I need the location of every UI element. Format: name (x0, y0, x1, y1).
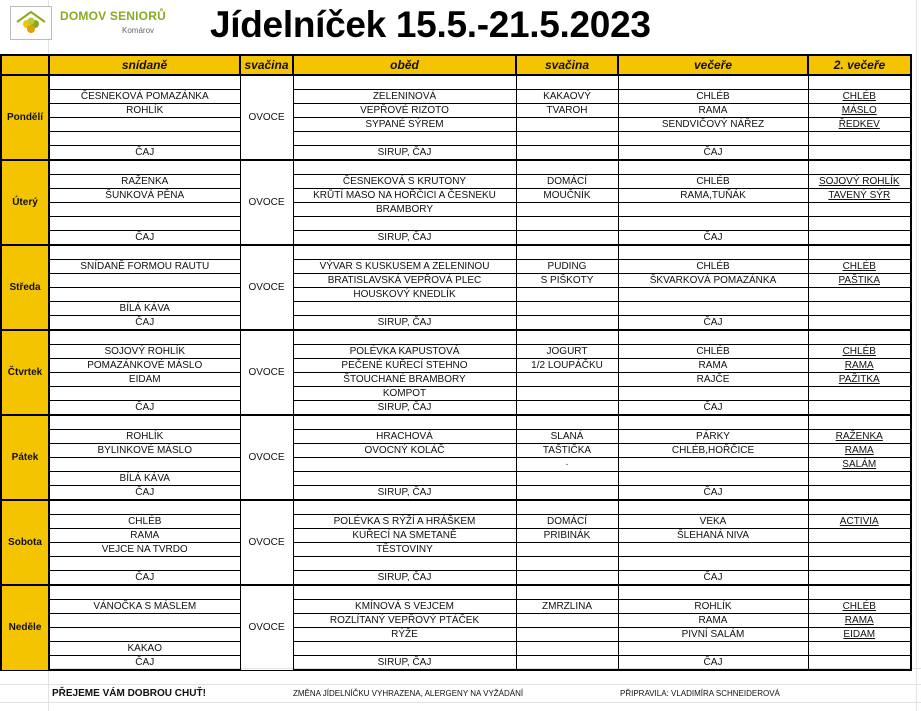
day-label: Středa (1, 245, 49, 330)
menu-cell (49, 330, 240, 345)
menu-cell: RÝŽE (293, 628, 516, 642)
menu-cell (618, 302, 808, 316)
menu-cell (49, 288, 240, 302)
menu-cell (293, 458, 516, 472)
menu-cell: RAŽENKA (808, 430, 911, 444)
menu-cell (516, 486, 618, 501)
menu-cell (516, 373, 618, 387)
menu-cell: ČAJ (49, 316, 240, 331)
menu-cell (49, 500, 240, 515)
menu-cell (618, 203, 808, 217)
snack-cell: OVOCE (240, 75, 293, 160)
menu-cell: CHLÉB (618, 90, 808, 104)
menu-cell: ŘEDKEV (808, 118, 911, 132)
table-row (1, 472, 911, 486)
menu-cell (49, 585, 240, 600)
menu-cell: SNÍDANĚ FORMOU RAUTU (49, 260, 240, 274)
menu-cell: ČESNEKOVÁ POMAZÁNKA (49, 90, 240, 104)
menu-cell (618, 160, 808, 175)
menu-cell (516, 118, 618, 132)
menu-cell (808, 415, 911, 430)
menu-cell: MOUČNÍK (516, 189, 618, 203)
table-row (1, 104, 911, 118)
menu-cell (618, 288, 808, 302)
column-header: 2. večeře (808, 55, 911, 75)
menu-cell (808, 642, 911, 656)
menu-cell: VÝVAR S KUSKUSEM A ZELENINOU (293, 260, 516, 274)
menu-cell (808, 571, 911, 586)
snack-cell: OVOCE (240, 160, 293, 245)
table-row (1, 642, 911, 656)
menu-cell (49, 245, 240, 260)
table-row (1, 231, 911, 246)
menu-cell: ŠKVARKOVÁ POMAZÁNKA (618, 274, 808, 288)
menu-cell: ZELENINOVÁ (293, 90, 516, 104)
menu-cell: RAMA (49, 529, 240, 543)
menu-cell (808, 316, 911, 331)
menu-cell: ŠLEHANÁ NIVA (618, 529, 808, 543)
menu-cell: RAMA (808, 359, 911, 373)
menu-cell: RAMA (808, 614, 911, 628)
menu-cell (808, 585, 911, 600)
menu-cell: ACTIVIA (808, 515, 911, 529)
menu-cell: ČAJ (618, 656, 808, 671)
menu-cell (618, 543, 808, 557)
menu-cell (516, 571, 618, 586)
table-row (1, 345, 911, 359)
menu-cell (808, 529, 911, 543)
menu-cell: BRATISLAVSKÁ VEPŘOVÁ PLEC (293, 274, 516, 288)
table-row (1, 118, 911, 132)
column-header: večeře (618, 55, 808, 75)
menu-cell: OVOCNÝ KOLÁČ (293, 444, 516, 458)
menu-cell (293, 472, 516, 486)
table-row (1, 614, 911, 628)
table-row (1, 515, 911, 529)
table-row (1, 132, 911, 146)
menu-cell (618, 330, 808, 345)
menu-cell: JOGURT (516, 345, 618, 359)
menu-cell: HRACHOVÁ (293, 430, 516, 444)
menu-cell (808, 302, 911, 316)
table-row (1, 330, 911, 345)
menu-cell (808, 472, 911, 486)
menu-cell (49, 274, 240, 288)
table-row (1, 656, 911, 671)
menu-cell (618, 458, 808, 472)
menu-cell (516, 642, 618, 656)
menu-cell (293, 585, 516, 600)
menu-cell: CHLÉB (808, 90, 911, 104)
menu-cell: ČAJ (618, 231, 808, 246)
menu-cell: BRAMBORY (293, 203, 516, 217)
menu-cell: RAMA (618, 359, 808, 373)
day-label: Pátek (1, 415, 49, 500)
menu-cell: EIDAM (808, 628, 911, 642)
menu-cell: ROHLÍK (618, 600, 808, 614)
menu-cell (618, 217, 808, 231)
table-row (1, 557, 911, 571)
menu-cell (516, 472, 618, 486)
logo-subtitle: Komárov (122, 26, 155, 35)
day-label: Pondělí (1, 75, 49, 160)
table-row (1, 430, 911, 444)
table-row (1, 543, 911, 557)
menu-cell: POLÉVKA S RÝŽÍ A HRÁŠKEM (293, 515, 516, 529)
table-row (1, 529, 911, 543)
menu-cell: POLÉVKA KAPUSTOVÁ (293, 345, 516, 359)
menu-cell (618, 75, 808, 90)
menu-cell (516, 656, 618, 671)
menu-cell (516, 302, 618, 316)
menu-cell: VÁNOČKA S MÁSLEM (49, 600, 240, 614)
menu-cell: CHLÉB,HOŘČICE (618, 444, 808, 458)
menu-cell (618, 132, 808, 146)
menu-cell: CHLÉB (618, 260, 808, 274)
menu-cell (808, 231, 911, 246)
menu-cell (293, 330, 516, 345)
snack-cell: OVOCE (240, 500, 293, 585)
menu-cell: TAŠTIČKA (516, 444, 618, 458)
table-row (1, 401, 911, 416)
menu-cell (808, 146, 911, 161)
menu-cell: · (516, 458, 618, 472)
table-row (1, 600, 911, 614)
menu-cell: SYPANÉ SÝREM (293, 118, 516, 132)
table-row (1, 387, 911, 401)
menu-cell: PIVNÍ SALÁM (618, 628, 808, 642)
menu-cell (293, 642, 516, 656)
menu-cell: KAKAO (49, 642, 240, 656)
menu-cell (49, 132, 240, 146)
menu-cell: RAŽENKA (49, 175, 240, 189)
footer-note: ZMĚNA JÍDELNÍČKU VYHRAZENA, ALERGENY NA VYŽÁDÁNÍ (293, 689, 524, 698)
menu-cell (808, 288, 911, 302)
menu-cell: SIRUP, ČAJ (293, 571, 516, 586)
menu-cell (618, 585, 808, 600)
menu-cell (516, 543, 618, 557)
menu-cell (293, 217, 516, 231)
menu-cell: ROZLÍTANÝ VEPŘOVÝ PTÁČEK (293, 614, 516, 628)
menu-cell: VEKA (618, 515, 808, 529)
menu-cell: ČAJ (618, 486, 808, 501)
menu-cell: KUŘECÍ NA SMETANĚ (293, 529, 516, 543)
page-title: Jídelníček 15.5.-21.5.2023 (210, 4, 651, 45)
menu-cell: ČAJ (49, 231, 240, 246)
menu-cell (618, 472, 808, 486)
table-row (1, 160, 911, 175)
logo (8, 4, 178, 44)
table-row (1, 75, 911, 90)
menu-cell: SIRUP, ČAJ (293, 656, 516, 671)
menu-cell (516, 316, 618, 331)
menu-cell (808, 132, 911, 146)
menu-cell: TĚSTOVINY (293, 543, 516, 557)
menu-cell: ZMRZLINA (516, 600, 618, 614)
menu-cell (516, 203, 618, 217)
menu-cell (808, 543, 911, 557)
menu-cell (516, 557, 618, 571)
menu-cell: HOUSKOVÝ KNEDLÍK (293, 288, 516, 302)
menu-cell: DOMÁCÍ (516, 515, 618, 529)
menu-cell: TAVENÝ SÝR (808, 189, 911, 203)
menu-cell: ČAJ (618, 401, 808, 416)
menu-cell: SOJOVÝ ROHLÍK (808, 175, 911, 189)
menu-cell (516, 585, 618, 600)
menu-cell (49, 160, 240, 175)
menu-cell (618, 415, 808, 430)
table-row (1, 274, 911, 288)
menu-cell (293, 302, 516, 316)
footer-wish: PŘEJEME VÁM DOBROU CHUŤ! (52, 688, 206, 699)
column-header: svačina (240, 55, 293, 75)
menu-cell (49, 118, 240, 132)
menu-cell (516, 415, 618, 430)
menu-cell (293, 415, 516, 430)
menu-cell (49, 458, 240, 472)
table-row (1, 373, 911, 387)
menu-cell: PRIBINÁK (516, 529, 618, 543)
menu-cell (293, 500, 516, 515)
menu-cell: ROHLÍK (49, 104, 240, 118)
menu-cell: CHLÉB (49, 515, 240, 529)
menu-cell (808, 656, 911, 671)
menu-cell: SALÁM (808, 458, 911, 472)
table-row (1, 316, 911, 331)
table-row (1, 359, 911, 373)
menu-cell (516, 500, 618, 515)
menu-table (0, 54, 912, 671)
menu-cell: PEČENÉ KUŘECÍ STEHNO (293, 359, 516, 373)
menu-cell: SOJOVÝ ROHLÍK (49, 345, 240, 359)
menu-cell: CHLÉB (618, 175, 808, 189)
menu-cell (49, 415, 240, 430)
menu-cell: POMAZÁNKOVÉ MÁSLO (49, 359, 240, 373)
table-row (1, 415, 911, 430)
menu-cell: VEPŘOVÉ RIZOTO (293, 104, 516, 118)
menu-cell: PAŽITKA (808, 373, 911, 387)
menu-cell (49, 75, 240, 90)
menu-cell: TVAROH (516, 104, 618, 118)
menu-cell: SIRUP, ČAJ (293, 486, 516, 501)
table-row (1, 203, 911, 217)
menu-cell: SIRUP, ČAJ (293, 316, 516, 331)
table-row (1, 571, 911, 586)
menu-cell (808, 486, 911, 501)
menu-cell (516, 401, 618, 416)
day-label: Čtvrtek (1, 330, 49, 415)
menu-cell (516, 217, 618, 231)
day-label: Sobota (1, 500, 49, 585)
menu-cell (516, 231, 618, 246)
menu-cell: RAMA,TUŇÁK (618, 189, 808, 203)
menu-cell: SLANÁ (516, 430, 618, 444)
table-row (1, 189, 911, 203)
table-row (1, 146, 911, 161)
menu-cell (618, 557, 808, 571)
table-row (1, 217, 911, 231)
menu-cell: SIRUP, ČAJ (293, 146, 516, 161)
menu-cell (516, 387, 618, 401)
menu-cell (808, 401, 911, 416)
table-row (1, 175, 911, 189)
table-row (1, 486, 911, 501)
menu-cell: RAMA (618, 614, 808, 628)
menu-cell (808, 557, 911, 571)
menu-cell: ŠTOUCHANÉ BRAMBORY (293, 373, 516, 387)
menu-cell (293, 557, 516, 571)
menu-cell (808, 245, 911, 260)
menu-cell: ČAJ (618, 316, 808, 331)
column-header: svačina (516, 55, 618, 75)
table-row (1, 444, 911, 458)
footer-prepared: PŘIPRAVILA: VLADIMÍRA SCHNEIDEROVÁ (620, 689, 780, 698)
menu-cell (516, 614, 618, 628)
table-row (1, 585, 911, 600)
snack-cell: OVOCE (240, 585, 293, 670)
menu-cell: ČAJ (618, 571, 808, 586)
table-row (1, 458, 911, 472)
menu-cell: CHLÉB (808, 345, 911, 359)
house-logo-icon (10, 6, 52, 40)
menu-cell: SIRUP, ČAJ (293, 231, 516, 246)
menu-cell (808, 217, 911, 231)
menu-cell (293, 160, 516, 175)
table-row (1, 302, 911, 316)
menu-cell: KRŮTÍ MASO NA HOŘČICI A ČESNEKU (293, 189, 516, 203)
menu-cell: BÍLÁ KÁVA (49, 302, 240, 316)
menu-cell: S PIŠKOTY (516, 274, 618, 288)
menu-cell (516, 330, 618, 345)
menu-cell (808, 160, 911, 175)
menu-cell (516, 628, 618, 642)
menu-cell (516, 132, 618, 146)
menu-cell (49, 614, 240, 628)
menu-cell: BÍLÁ KÁVA (49, 472, 240, 486)
menu-cell (516, 75, 618, 90)
menu-cell (49, 557, 240, 571)
menu-cell: ČAJ (49, 571, 240, 586)
menu-cell: ČESNEKOVÁ S KRUTONY (293, 175, 516, 189)
menu-cell: ČAJ (49, 486, 240, 501)
menu-cell: RAJČE (618, 373, 808, 387)
menu-cell: RAMA (618, 104, 808, 118)
menu-cell: CHLÉB (808, 260, 911, 274)
menu-cell (293, 75, 516, 90)
menu-cell (618, 245, 808, 260)
menu-cell (808, 203, 911, 217)
menu-cell: CHLÉB (808, 600, 911, 614)
menu-cell (49, 203, 240, 217)
table-row (1, 500, 911, 515)
menu-cell (618, 387, 808, 401)
menu-cell (808, 387, 911, 401)
snack-cell: OVOCE (240, 245, 293, 330)
column-header: snídaně (49, 55, 240, 75)
menu-cell (49, 628, 240, 642)
menu-cell: EIDAM (49, 373, 240, 387)
menu-cell: KMÍNOVÁ S VEJCEM (293, 600, 516, 614)
menu-cell (516, 288, 618, 302)
menu-cell (808, 75, 911, 90)
menu-cell (49, 387, 240, 401)
menu-cell (516, 245, 618, 260)
table-row (1, 628, 911, 642)
menu-cell (808, 500, 911, 515)
menu-cell: VEJCE NA TVRDO (49, 543, 240, 557)
day-label: Neděle (1, 585, 49, 670)
menu-cell: PÁRKY (618, 430, 808, 444)
logo-name: DOMOV SENIORŮ (60, 9, 166, 23)
table-row (1, 245, 911, 260)
day-label: Úterý (1, 160, 49, 245)
menu-cell: CHLÉB (618, 345, 808, 359)
column-header: oběd (293, 55, 516, 75)
menu-cell: SIRUP, ČAJ (293, 401, 516, 416)
menu-cell (49, 217, 240, 231)
snack-cell: OVOCE (240, 330, 293, 415)
menu-cell (618, 642, 808, 656)
header-row (1, 55, 911, 75)
menu-cell: PUDING (516, 260, 618, 274)
menu-cell: PAŠTIKA (808, 274, 911, 288)
menu-cell (516, 160, 618, 175)
menu-cell (516, 146, 618, 161)
table-row (1, 260, 911, 274)
menu-cell: KAKAOVÝ (516, 90, 618, 104)
snack-cell: OVOCE (240, 415, 293, 500)
menu-cell (808, 330, 911, 345)
menu-cell: BYLINKOVÉ MÁSLO (49, 444, 240, 458)
table-row (1, 90, 911, 104)
menu-cell: ROHLÍK (49, 430, 240, 444)
menu-cell: RAMA (808, 444, 911, 458)
menu-cell (293, 245, 516, 260)
menu-cell (618, 500, 808, 515)
menu-cell (293, 132, 516, 146)
menu-cell: KOMPOT (293, 387, 516, 401)
menu-cell: 1/2 LOUPÁČKU (516, 359, 618, 373)
menu-cell: ČAJ (49, 656, 240, 671)
menu-cell: ŠUNKOVÁ PĚNA (49, 189, 240, 203)
menu-cell: ČAJ (49, 146, 240, 161)
header-blank (1, 55, 49, 75)
table-row (1, 288, 911, 302)
menu-cell: MÁSLO (808, 104, 911, 118)
menu-cell: ČAJ (49, 401, 240, 416)
menu-cell: ČAJ (618, 146, 808, 161)
menu-cell: DOMÁCÍ (516, 175, 618, 189)
menu-cell: SENDVIČOVÝ NÁŘEZ (618, 118, 808, 132)
